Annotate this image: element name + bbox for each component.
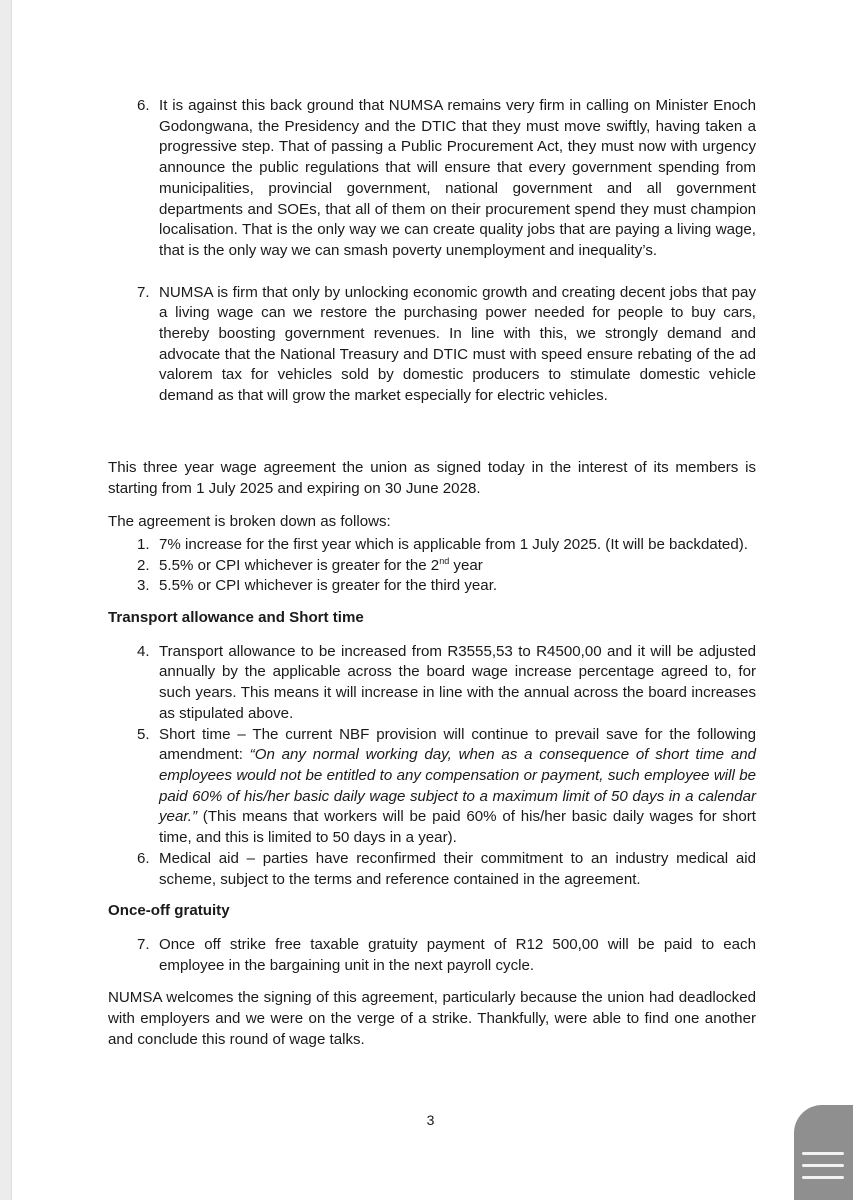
page-number: 3 xyxy=(426,1112,435,1128)
list-text: 7% increase for the first year which is applicable from 1 July 2025. (It will be backdated). xyxy=(159,535,748,553)
list-text: NUMSA is firm that only by unlocking economic growth and creating decent jobs that pay a living wage can we restore the purchasing power needed for people to buy cars, thereby boosting government revenues. In line with this, we strongly demand and advocate that the National Treasury and DTIC must with speed ensure rebating of the ad valorem tax for vehicles sold by domestic producers to stimulate domestic vehicle demand as that will grow the market especially for electric vehicles. xyxy=(159,283,756,405)
grip-line-icon xyxy=(802,1152,844,1155)
grip-line-icon xyxy=(802,1176,844,1179)
list-text: Once off strike free taxable gratuity payment of R12 500,00 will be paid to each employee in the bargaining unit in the next payroll cycle. xyxy=(159,935,756,974)
list-number: 2. xyxy=(137,556,150,574)
list-text: Short time – The current NBF provision will continue to prevail save for the following amendment: “On any normal working day, when as a consequence of short time and employees would not be entitled to any compensation or payment, such employee will be paid 60% of his/her basic daily wage subject to a maximum limit of 50 days in a calendar year.” (This means that workers will be paid 60% of his/her basic daily wages for short time, and this is limited to 50 days in a year). xyxy=(159,725,756,847)
document-page xyxy=(108,96,756,1050)
list-item-transport xyxy=(108,642,756,725)
list-item-short-time xyxy=(108,725,756,849)
list-text: 5.5% or CPI whichever is greater for the third year. xyxy=(159,577,498,595)
wage-item-1 xyxy=(108,535,756,556)
list-text: It is against this back ground that NUMSA remains very firm in calling on Minister Enoch Godongwana, the Presidency and the DTIC that they must move swiftly, having taken a progressive step. That of passing a Public Procurement Act, they must now with urgency announce the public regulations that will ensure that every government spending from municipalities, provincial government, national government and all government departments and SOEs, that all of them on their procurement spend they must champion localisation. That is the only way we can create quality jobs that are paying a living wage, that is the only way we can smash poverty unemployment and inequality’s. xyxy=(159,97,756,259)
list-number: 6. xyxy=(137,849,150,867)
list-number: 4. xyxy=(137,642,150,660)
wage-item-2 xyxy=(108,556,756,577)
agreement-intro: This three year wage agreement the union as signed today in the interest of its members is starting from 1 July 2025 and expiring on 30 June 2028. xyxy=(108,458,756,497)
list-item-7 xyxy=(108,283,756,407)
heading-transport-short-time: Transport allowance and Short time xyxy=(108,609,364,627)
wage-item-3 xyxy=(108,576,756,597)
list-number: 1. xyxy=(137,535,150,553)
viewer-left-edge xyxy=(0,0,12,1200)
list-number: 3. xyxy=(137,577,150,595)
list-number: 7. xyxy=(137,283,150,301)
breakdown-lead: The agreement is broken down as follows: xyxy=(108,513,391,531)
heading-gratuity: Once-off gratuity xyxy=(108,902,230,920)
list-text: Medical aid – parties have reconfirmed their commitment to an industry medical aid scheme, subject to the terms and reference contained in the agreement. xyxy=(159,849,756,888)
grip-line-icon xyxy=(802,1164,844,1167)
scroll-handle[interactable] xyxy=(794,1105,853,1200)
list-item-6 xyxy=(108,96,756,262)
list-item-gratuity xyxy=(108,935,756,976)
list-number: 6. xyxy=(137,97,150,114)
list-text: Transport allowance to be increased from R3555,53 to R4500,00 and it will be adjusted annually by the applicable across the board wage increase percentage agreed to, for such years. This means it will increase in line with the annual across the board increases as stipulated above. xyxy=(159,642,756,722)
list-number: 7. xyxy=(137,935,150,953)
closing-paragraph: NUMSA welcomes the signing of this agreement, particularly because the union had deadlocked with employers and we were on the verge of a strike. Thankfully, were able to find one another and conclude this round of wage talks. xyxy=(108,989,756,1048)
amendment-quote: “On any normal working day, when as a consequence of short time and employees would not be entitled to any compensation or payment, such employee will be paid 60% of his/her basic daily wage subject to a maximum limit of 50 days in a calendar year.” xyxy=(159,746,756,826)
list-number: 5. xyxy=(137,725,150,743)
list-item-medical-aid xyxy=(108,849,756,890)
list-text: 5.5% or CPI whichever is greater for the 2nd year xyxy=(159,555,483,574)
